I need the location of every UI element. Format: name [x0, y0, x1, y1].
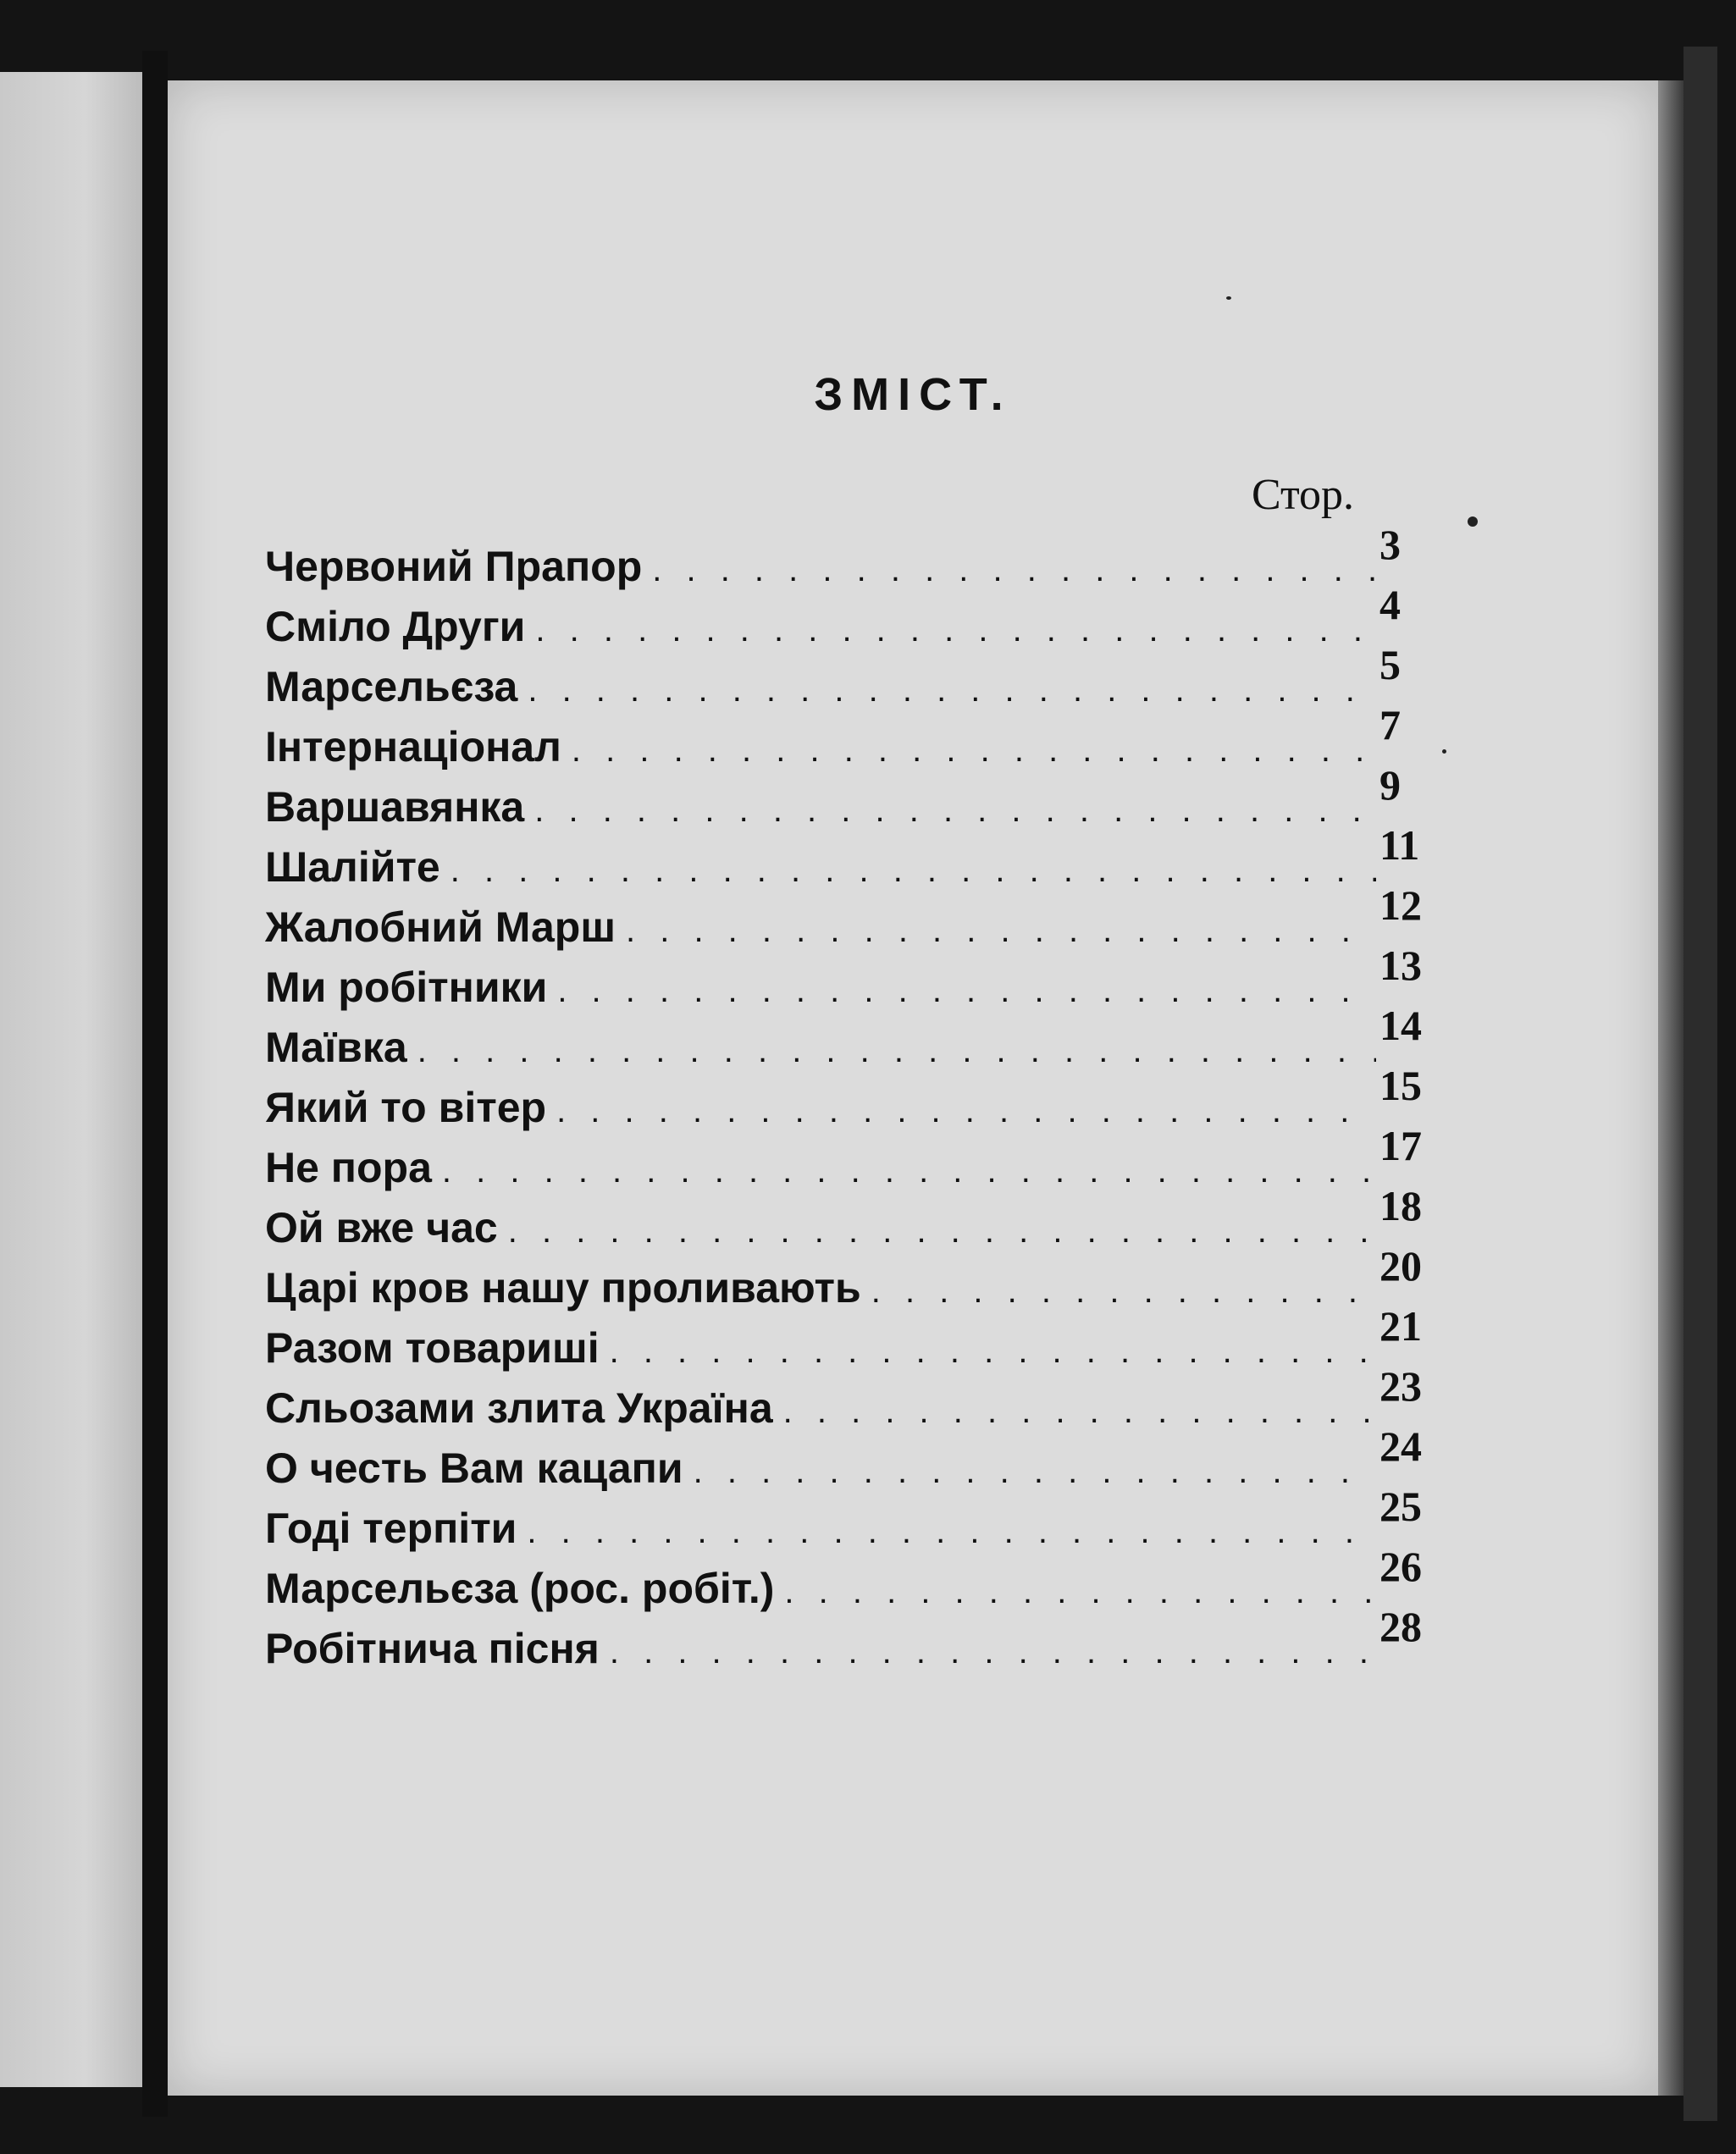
toc-entry-title: Ми робітники — [265, 964, 548, 1011]
paper-speck — [1442, 749, 1446, 754]
toc-entry-page: 18 — [1379, 1182, 1422, 1229]
toc-entry-title: Варшавянка — [265, 783, 525, 831]
dot-leader — [556, 1092, 1376, 1130]
dot-leader — [508, 1212, 1376, 1251]
toc-entry — [265, 641, 1434, 722]
dot-leader — [610, 1633, 1376, 1671]
toc-entry-title: Марсельєза — [265, 663, 518, 710]
toc-entry — [265, 1302, 1434, 1384]
dot-leader — [784, 1573, 1376, 1611]
toc-entry-page: 21 — [1379, 1302, 1422, 1350]
toc-entry-title: Червоний Прапор — [265, 543, 643, 590]
toc-entry-title: Марсельєза (рос. робіт.) — [265, 1565, 775, 1612]
dot-leader — [557, 972, 1376, 1010]
toc-entry — [265, 1543, 1434, 1624]
dot-leader — [417, 1032, 1376, 1070]
toc-entry-title: Робітнича пісня — [265, 1625, 600, 1672]
toc-entry — [265, 761, 1434, 842]
contents-page — [168, 80, 1658, 2096]
toc-entry-title: Маївка — [265, 1024, 407, 1071]
book-cover-edge — [1683, 47, 1717, 2121]
toc-entry — [265, 581, 1434, 662]
toc-entry-page: 4 — [1379, 581, 1401, 628]
toc-entry — [265, 1062, 1434, 1143]
toc-entry-page: 26 — [1379, 1543, 1422, 1590]
toc-entry-title: Сміло Други — [265, 603, 526, 650]
dot-leader — [572, 732, 1376, 770]
toc-entry-title: Разом товариші — [265, 1324, 600, 1372]
toc-entry-page: 5 — [1379, 641, 1401, 688]
toc-entry-title: Не пора — [265, 1144, 432, 1191]
toc-entry — [265, 521, 1434, 602]
dot-leader — [694, 1453, 1376, 1491]
page-column-label: Стор. — [1252, 471, 1355, 519]
toc-entry — [265, 1182, 1434, 1263]
dot-leader — [451, 852, 1376, 890]
dot-leader — [626, 912, 1376, 950]
toc-entry-title: Царі кров нашу проливають — [265, 1264, 861, 1312]
toc-entry — [265, 1002, 1434, 1083]
dot-leader — [527, 1513, 1376, 1551]
toc-entry-page: 9 — [1379, 761, 1401, 809]
table-of-contents — [265, 521, 1434, 1684]
toc-entry — [265, 701, 1434, 782]
left-page-fragment — [0, 72, 142, 2087]
toc-entry-title: Ой вже час — [265, 1204, 498, 1251]
dot-leader — [528, 671, 1376, 710]
toc-entry-title: Шалійте — [265, 843, 440, 891]
toc-entry — [265, 1242, 1434, 1323]
toc-entry — [265, 881, 1434, 963]
page-edge — [1658, 80, 1683, 2096]
dot-leader — [871, 1273, 1376, 1311]
toc-entry-page: 17 — [1379, 1122, 1422, 1169]
toc-entry-page: 25 — [1379, 1483, 1422, 1530]
dot-leader — [534, 792, 1376, 830]
toc-entry-title: Сльозами злита Україна — [265, 1384, 773, 1432]
toc-entry-page: 14 — [1379, 1002, 1422, 1049]
dot-leader — [442, 1152, 1376, 1190]
toc-entry-page: 7 — [1379, 701, 1401, 748]
toc-entry — [265, 1483, 1434, 1564]
toc-entry-page: 28 — [1379, 1603, 1422, 1650]
toc-entry-title: Годі терпіти — [265, 1505, 517, 1552]
toc-entry-page: 13 — [1379, 942, 1422, 989]
dot-leader — [535, 611, 1376, 649]
paper-speck — [1226, 296, 1231, 300]
toc-entry-page: 3 — [1379, 521, 1401, 568]
paper-speck — [1468, 516, 1478, 527]
dot-leader — [783, 1393, 1376, 1431]
toc-entry-page: 12 — [1379, 881, 1422, 929]
toc-entry — [265, 821, 1434, 903]
toc-entry — [265, 942, 1434, 1023]
toc-entry-title: Жалобний Марш — [265, 903, 616, 951]
toc-entry-title: Який то вітер — [265, 1084, 547, 1131]
toc-entry — [265, 1122, 1434, 1203]
dot-leader — [610, 1333, 1376, 1371]
toc-entry-title: Інтернаціонал — [265, 723, 561, 770]
toc-entry-page: 24 — [1379, 1422, 1422, 1470]
toc-entry — [265, 1603, 1434, 1684]
toc-entry-page: 15 — [1379, 1062, 1422, 1109]
toc-entry-title: О честь Вам кацапи — [265, 1444, 683, 1492]
toc-entry-page: 11 — [1379, 821, 1420, 869]
toc-entry-page: 20 — [1379, 1242, 1422, 1290]
toc-entry — [265, 1362, 1434, 1444]
page-title: ЗМІСТ. — [814, 369, 1012, 420]
toc-entry-page: 23 — [1379, 1362, 1422, 1410]
dot-leader — [652, 551, 1376, 589]
toc-entry — [265, 1422, 1434, 1504]
book-gutter — [142, 51, 168, 2117]
